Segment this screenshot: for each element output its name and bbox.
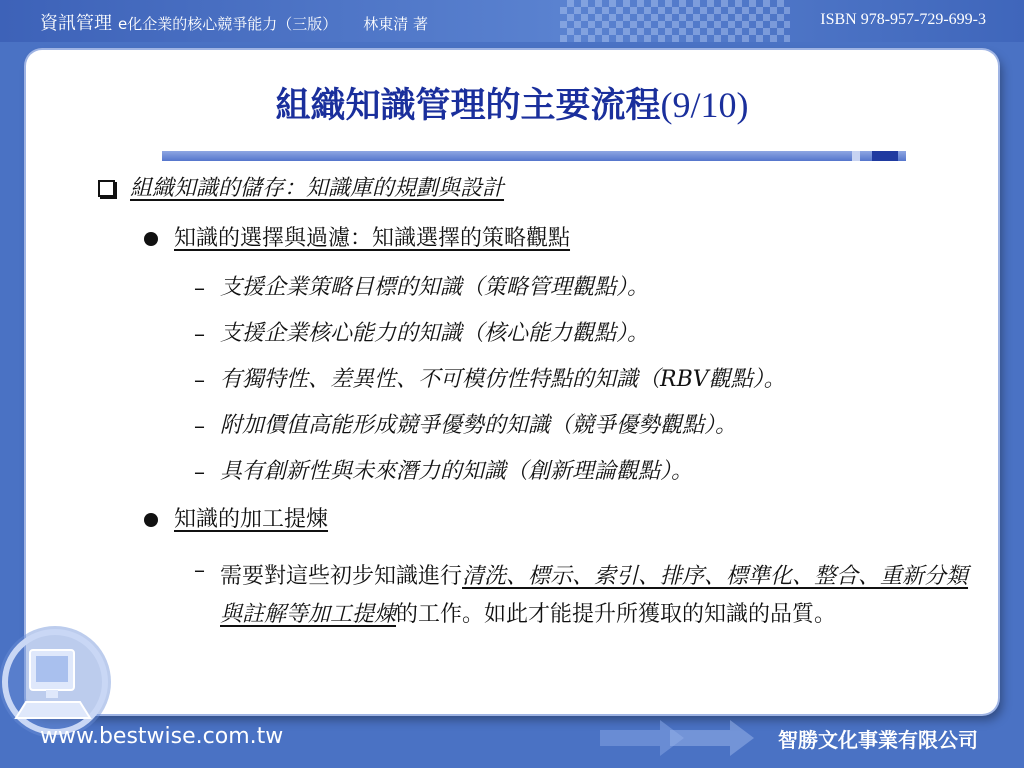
book-title: e化企業的核心競爭能力（三版） bbox=[118, 15, 338, 33]
slide-title-main: 組織知識管理的主要流程 bbox=[275, 86, 661, 126]
main-heading: 組織知識的儲存：知識庫的規劃與設計 bbox=[130, 176, 505, 201]
slide-content bbox=[26, 50, 998, 714]
footer-company: 智勝文化事業有限公司 bbox=[778, 728, 978, 752]
list-item: 支援企業策略目標的知識（策略管理觀點）。 bbox=[220, 275, 650, 300]
section1-label: 知識的選擇與過濾：知識選擇的策略觀點 bbox=[174, 226, 571, 251]
square-bullet-icon bbox=[98, 180, 115, 197]
slide-panel bbox=[26, 50, 998, 714]
footer-url: www.bestwise.com.tw bbox=[40, 724, 284, 749]
isbn: ISBN 978-957-729-699-3 bbox=[820, 11, 986, 28]
course-name: 資訊管理 bbox=[40, 13, 112, 34]
dash-icon: – bbox=[194, 368, 205, 393]
round-bullet-icon bbox=[144, 513, 158, 527]
dash-icon: – bbox=[194, 460, 205, 485]
list-item: 具有創新性與未來潛力的知識（創新理論觀點）。 bbox=[220, 459, 694, 484]
book-author: 林東清 著 bbox=[363, 15, 429, 33]
list-item: 支援企業核心能力的知識（核心能力觀點）。 bbox=[220, 321, 650, 346]
header-book-info bbox=[40, 9, 428, 35]
dash-icon: – bbox=[194, 558, 205, 583]
section2-label: 知識的加工提煉 bbox=[174, 507, 329, 532]
para-suffix: 的工作。如此才能提升所獲取的知識的品質。 bbox=[396, 602, 837, 627]
dash-icon: – bbox=[194, 322, 205, 347]
para-prefix: 需要對這些初步知識進行 bbox=[220, 564, 463, 589]
arrow-decoration-icon bbox=[600, 716, 770, 760]
para-emphasis: 清洗、標示、索引、排序、標準化、整合、重新分類與註解等加工提煉 bbox=[220, 564, 969, 627]
dash-icon: – bbox=[194, 276, 205, 301]
list-item: 有獨特性、差異性、不可模仿性特點的知識（RBV觀點）。 bbox=[220, 367, 786, 392]
slide-title-page: (9/10) bbox=[660, 85, 749, 125]
header-bar bbox=[0, 0, 1024, 42]
section2-paragraph bbox=[220, 558, 982, 634]
round-bullet-icon bbox=[144, 232, 158, 246]
dash-icon: – bbox=[194, 414, 205, 439]
list-item: 附加價值高能形成競爭優勢的知識（競爭優勢觀點）。 bbox=[220, 413, 738, 438]
header-pattern bbox=[560, 0, 790, 42]
